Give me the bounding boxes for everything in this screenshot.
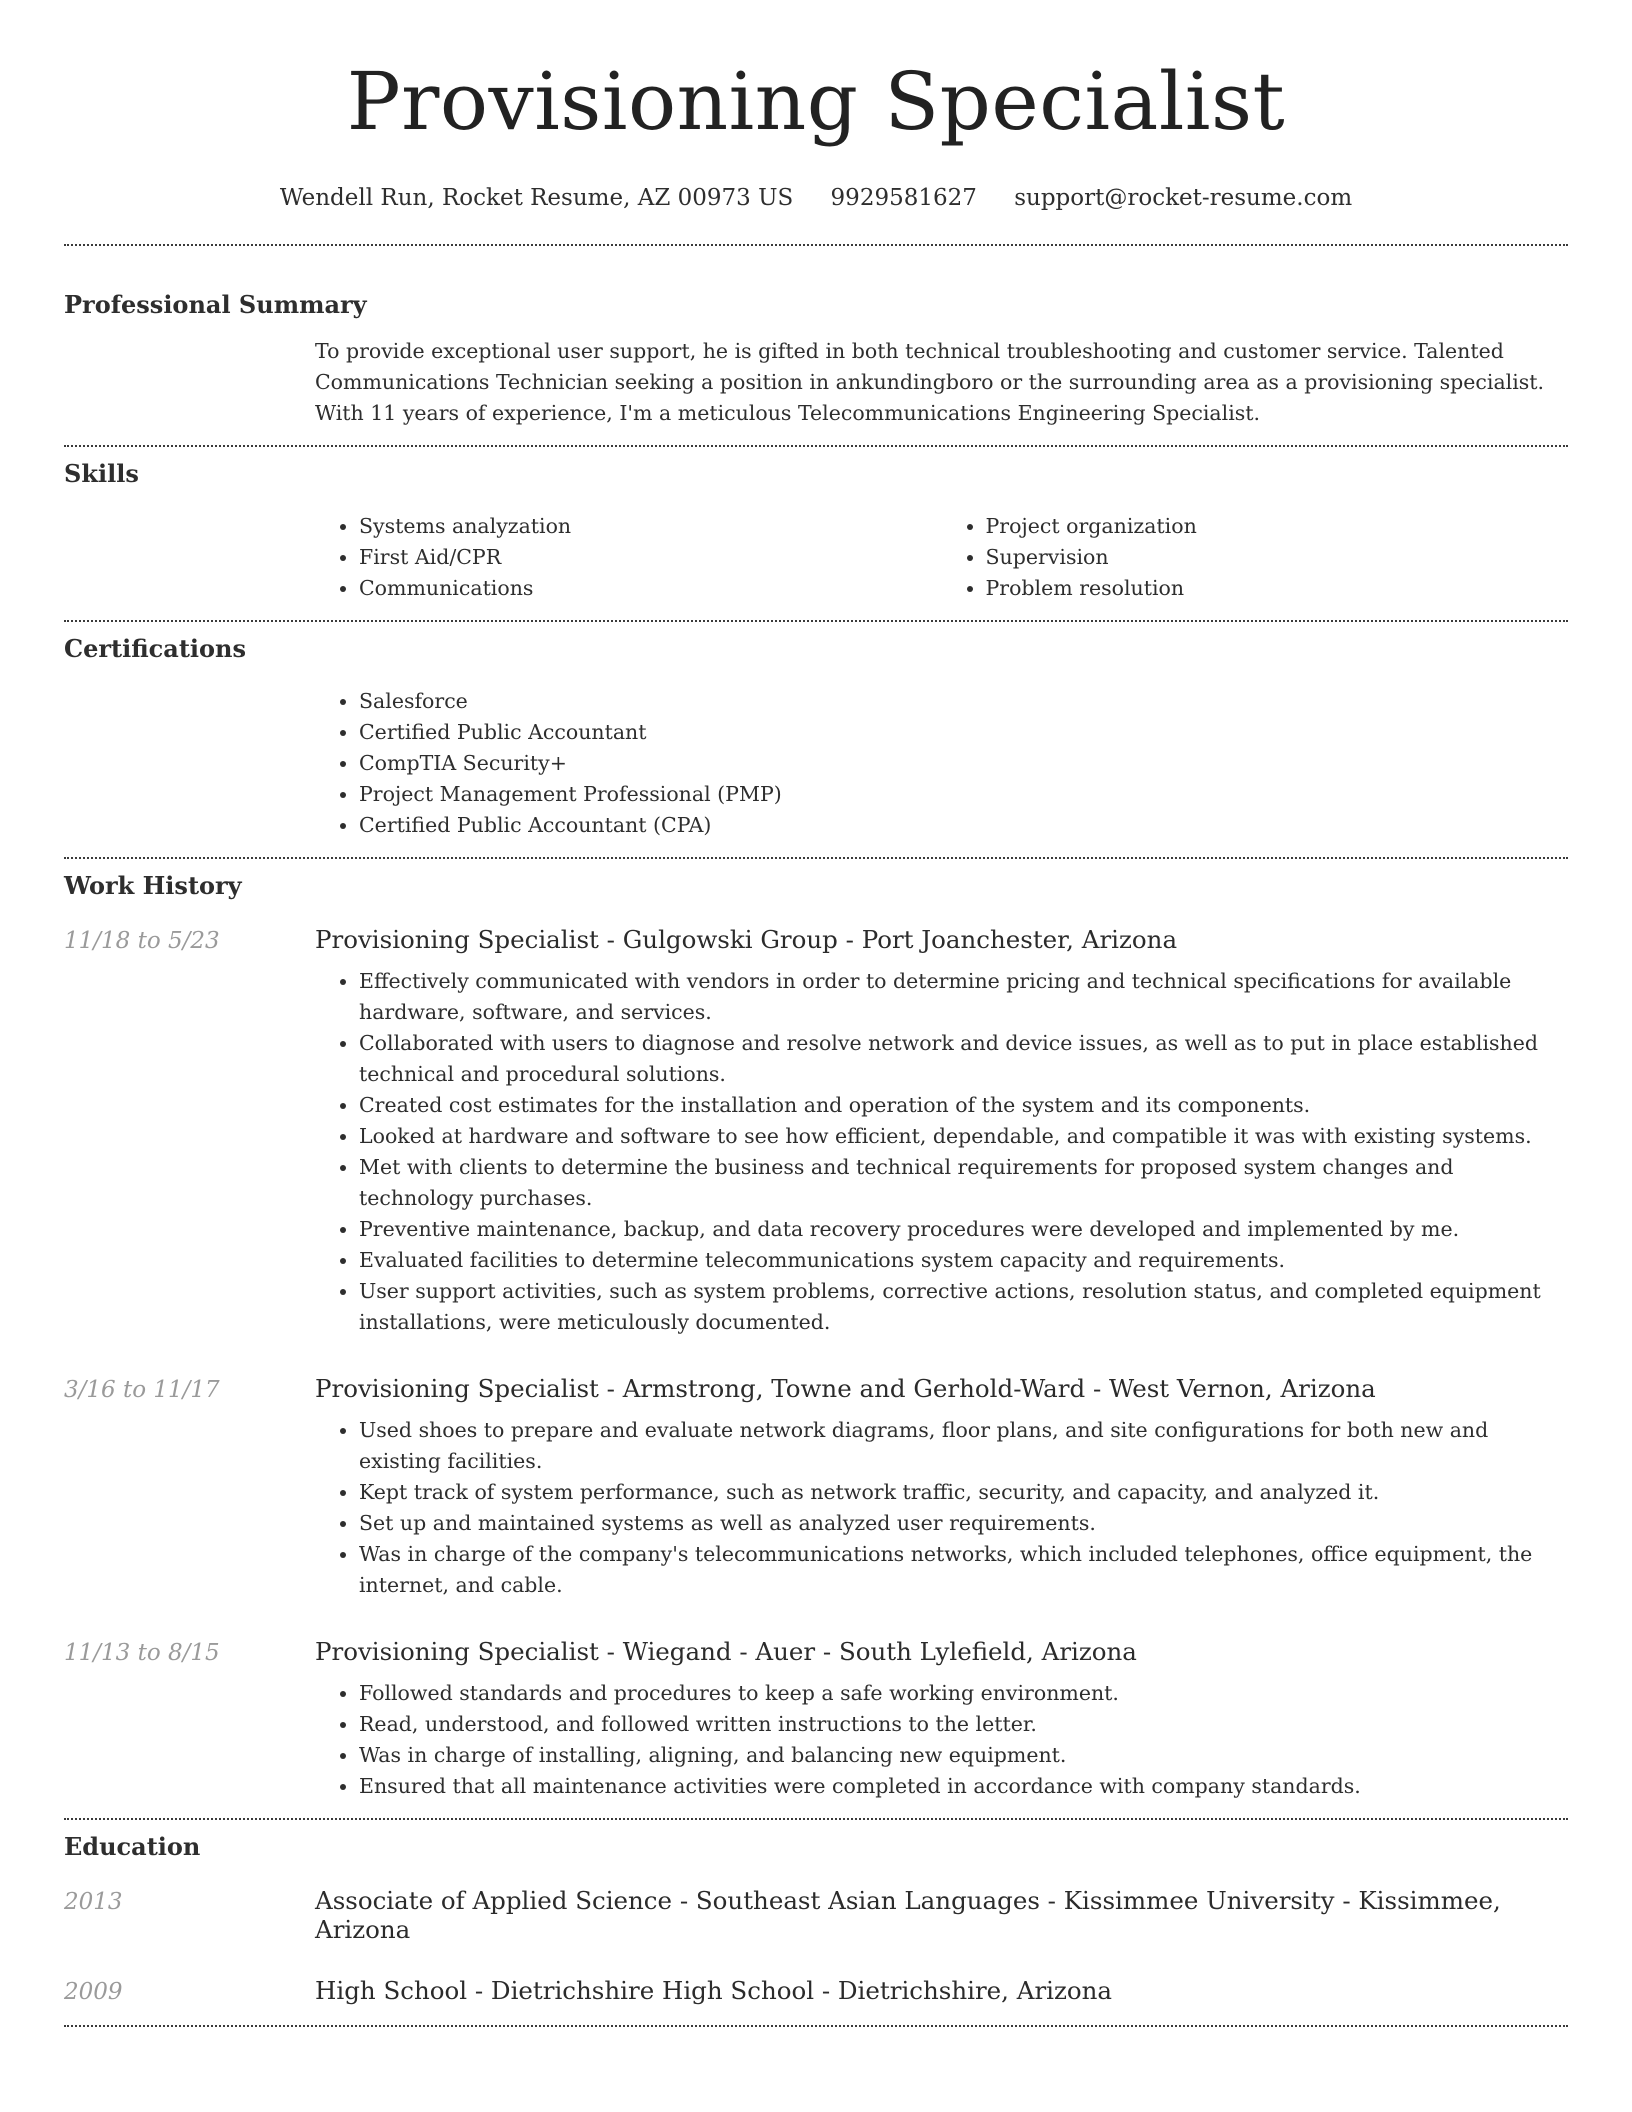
contact-phone: 9929581627 [830,185,977,211]
job-header [64,1374,1568,1403]
skill-item: • Systems analyzation [359,511,942,542]
job-bullet: • Read, understood, and followed written instructions to the letter. [359,1709,1568,1740]
job-title: Provisioning Specialist - Gulgowski Group - Port Joanchester, Arizona [315,925,1178,954]
job-bullet: • Collaborated with users to diagnose and resolve network and device issues, as well as to put in place established technical and procedural solutions. [359,1028,1568,1090]
skills-section [64,447,1568,620]
work-history-heading: Work History [64,871,242,900]
skills-list [315,511,1568,604]
job-bullet: • Kept track of system performance, such as network traffic, security, and capacity, and analyzed it. [359,1477,1568,1508]
job-header [64,1637,1568,1666]
skill-item: • Project organization [986,511,1569,542]
section-divider [64,2025,1568,2027]
certification-item: • Salesforce [359,686,1568,717]
contact-line [64,182,1568,214]
job-dates: 11/18 to 5/23 [64,928,220,954]
job-bullet: • Created cost estimates for the installation and operation of the system and its components. [359,1090,1568,1121]
job-entry [64,903,1568,1338]
job-dates: 3/16 to 11/17 [64,1377,220,1403]
job-entry [64,1338,1568,1601]
skills-column-left [315,511,942,604]
education-title: High School - Dietrichshire High School - Dietrichshire, Arizona [315,1976,1113,2005]
work-history-section [64,859,1568,1818]
education-entry [64,1976,1568,2005]
summary-section [64,246,1568,445]
resume-name-title: Provisioning Specialist [346,55,1286,148]
contact-address: Wendell Run, Rocket Resume, AZ 00973 US [279,185,794,211]
job-title: Provisioning Specialist - Wiegand - Auer - South Lylefield, Arizona [315,1637,1137,1666]
summary-text: To provide exceptional user support, he is gifted in both technical troubleshooting and customer service. Talented Communications Technician seeking a position in ankundingboro or the surrounding area as a provisioning specialist. With 11 years of experience, I'm a meticulous Telecommunications Engineering Specialist. [315,339,1545,425]
job-bullet: • Met with clients to determine the business and technical requirements for proposed system changes and technology purchases. [359,1152,1568,1214]
job-bullet: • Effectively communicated with vendors in order to determine pricing and technical specifications for available hardware, software, and services. [359,966,1568,1028]
education-entry [64,1886,1568,1944]
skill-item: • First Aid/CPR [359,542,942,573]
job-bullet: • Was in charge of the company's telecommunications networks, which included telephones, office equipment, the internet, and cable. [359,1539,1568,1601]
job-bullets [315,966,1568,1338]
job-dates: 11/13 to 8/15 [64,1640,220,1666]
education-title: Associate of Applied Science - Southeast Asian Languages - Kissimmee University - Kissimmee, Arizona [315,1886,1501,1944]
education-year: 2009 [64,1979,123,2005]
certification-item: • Certified Public Accountant [359,717,1568,748]
skills-column-right [942,511,1569,604]
certification-item: • Certified Public Accountant (CPA) [359,810,1568,841]
education-heading: Education [64,1832,201,1861]
job-bullet: • User support activities, such as system problems, corrective actions, resolution status, and completed equipment installations, were meticulously documented. [359,1276,1568,1338]
job-entry [64,1601,1568,1802]
education-section [64,1820,1568,2025]
certification-item: • Project Management Professional (PMP) [359,779,1568,810]
job-title: Provisioning Specialist - Armstrong, Towne and Gerhold-Ward - West Vernon, Arizona [315,1374,1376,1403]
education-year: 2013 [64,1889,123,1915]
job-bullets [315,1415,1568,1601]
job-bullet: • Preventive maintenance, backup, and data recovery procedures were developed and implemented by me. [359,1214,1568,1245]
job-bullet: • Followed standards and procedures to keep a safe working environment. [359,1678,1568,1709]
job-bullets [315,1678,1568,1802]
certifications-section [64,622,1568,857]
job-bullet: • Was in charge of installing, aligning, and balancing new equipment. [359,1740,1568,1771]
skill-item: • Problem resolution [986,573,1569,604]
certification-item: • CompTIA Security+ [359,748,1568,779]
skills-heading: Skills [64,459,139,488]
certifications-heading: Certifications [64,634,247,663]
job-bullet: • Used shoes to prepare and evaluate network diagrams, floor plans, and site configurations for both new and existing facilities. [359,1415,1568,1477]
job-bullet: • Looked at hardware and software to see how efficient, dependable, and compatible it was with existing systems. [359,1121,1568,1152]
contact-email: support@rocket-resume.com [1014,185,1353,211]
job-bullet: • Set up and maintained systems as well as analyzed user requirements. [359,1508,1568,1539]
summary-heading: Professional Summary [64,290,367,319]
job-bullet: • Ensured that all maintenance activities were completed in accordance with company standards. [359,1771,1568,1802]
certifications-list [315,686,1568,841]
skill-item: • Communications [359,573,942,604]
job-bullet: • Evaluated facilities to determine telecommunications system capacity and requirements. [359,1245,1568,1276]
job-header [64,925,1568,954]
skill-item: • Supervision [986,542,1569,573]
